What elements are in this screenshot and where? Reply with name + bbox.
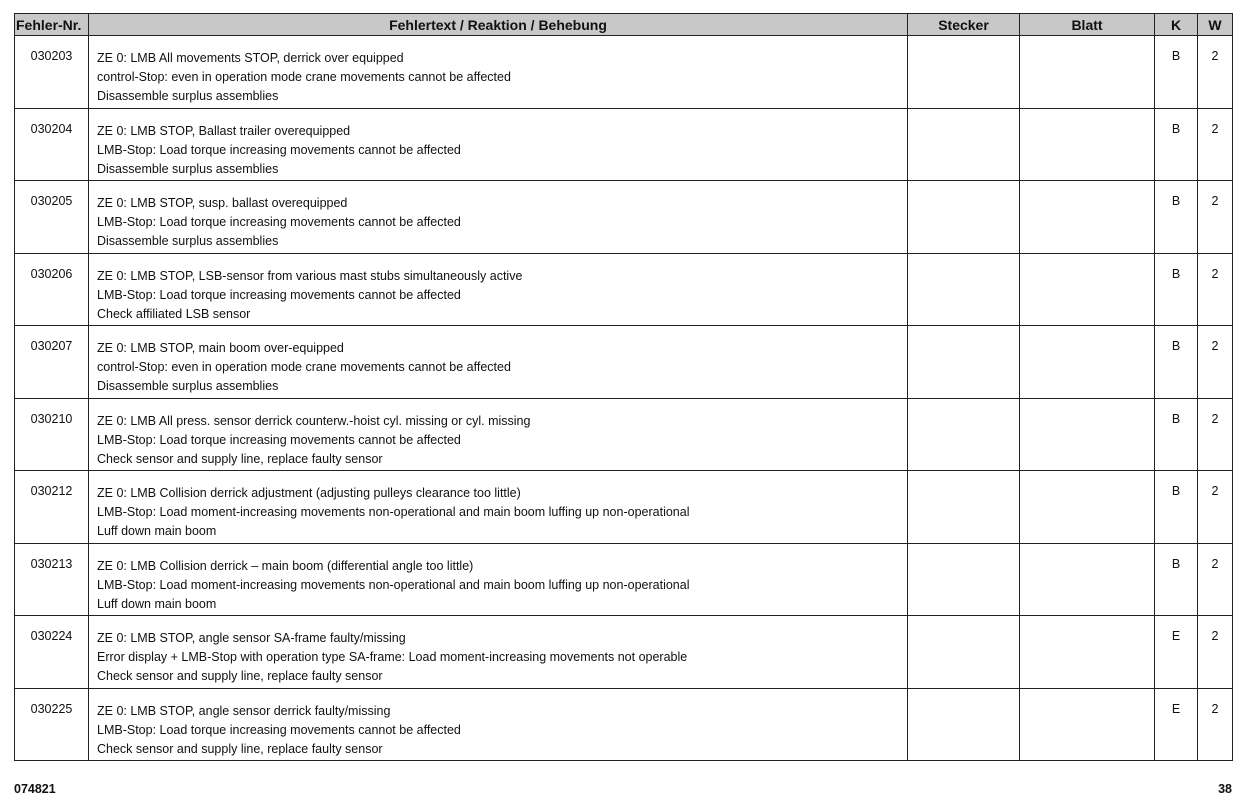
error-reaction: LMB-Stop: Load torque increasing movements cannot be affected bbox=[97, 722, 461, 737]
error-reaction: LMB-Stop: Load moment-increasing movements non-operational and main boom luffing up non-operational bbox=[97, 505, 690, 519]
blatt-cell bbox=[1020, 543, 1155, 616]
blatt-cell bbox=[1020, 688, 1155, 761]
stecker-cell bbox=[908, 616, 1020, 689]
stecker-cell bbox=[908, 543, 1020, 616]
k-class: B bbox=[1155, 108, 1198, 181]
error-remedy: Check sensor and supply line, replace faulty sensor bbox=[97, 451, 383, 466]
error-number: 030212 bbox=[15, 471, 89, 544]
error-reaction: LMB-Stop: Load torque increasing movements cannot be affected bbox=[97, 142, 461, 157]
error-reaction: Error display + LMB-Stop with operation type SA-frame: Load moment-increasing movements not operable bbox=[97, 650, 688, 664]
stecker-cell bbox=[908, 253, 1020, 326]
table-row bbox=[15, 616, 1233, 689]
error-description bbox=[89, 253, 908, 326]
error-text: ZE 0: LMB STOP, angle sensor SA-frame faulty/missing bbox=[97, 631, 406, 645]
stecker-cell bbox=[908, 398, 1020, 471]
w-value: 2 bbox=[1198, 326, 1233, 399]
w-value: 2 bbox=[1198, 181, 1233, 254]
error-text: ZE 0: LMB STOP, susp. ballast overequipped bbox=[97, 196, 348, 210]
k-class: B bbox=[1155, 471, 1198, 544]
error-number: 030225 bbox=[15, 688, 89, 761]
error-description bbox=[89, 326, 908, 399]
error-text: ZE 0: LMB STOP, main boom over-equipped bbox=[97, 341, 344, 355]
k-class: E bbox=[1155, 616, 1198, 689]
error-reaction: LMB-Stop: Load torque increasing movements cannot be affected bbox=[97, 215, 461, 229]
error-number: 030203 bbox=[15, 36, 89, 109]
error-remedy: Check sensor and supply line, replace faulty sensor bbox=[97, 741, 383, 756]
blatt-cell bbox=[1020, 181, 1155, 254]
w-value: 2 bbox=[1198, 36, 1233, 109]
blatt-cell bbox=[1020, 398, 1155, 471]
error-number: 030204 bbox=[15, 108, 89, 181]
error-text: ZE 0: LMB Collision derrick adjustment (adjusting pulleys clearance too little) bbox=[97, 486, 521, 500]
document-number: 074821 bbox=[14, 782, 56, 796]
error-text: ZE 0: LMB All movements STOP, derrick over equipped bbox=[97, 51, 404, 65]
table-row bbox=[15, 398, 1233, 471]
blatt-cell bbox=[1020, 616, 1155, 689]
error-number: 030207 bbox=[15, 326, 89, 399]
w-value: 2 bbox=[1198, 471, 1233, 544]
error-description bbox=[89, 688, 908, 761]
error-text: ZE 0: LMB All press. sensor derrick counterw.-hoist cyl. missing or cyl. missing bbox=[97, 413, 531, 428]
w-value: 2 bbox=[1198, 616, 1233, 689]
page-number: 38 bbox=[1218, 782, 1232, 796]
stecker-cell bbox=[908, 181, 1020, 254]
error-remedy: Check affiliated LSB sensor bbox=[97, 306, 251, 321]
k-class: B bbox=[1155, 543, 1198, 616]
header-w: W bbox=[1198, 14, 1233, 36]
stecker-cell bbox=[908, 688, 1020, 761]
error-description bbox=[89, 543, 908, 616]
error-number: 030224 bbox=[15, 616, 89, 689]
error-remedy: Disassemble surplus assemblies bbox=[97, 234, 279, 248]
k-class: E bbox=[1155, 688, 1198, 761]
error-remedy: Disassemble surplus assemblies bbox=[97, 379, 279, 393]
stecker-cell bbox=[908, 326, 1020, 399]
header-fehlertext: Fehlertext / Reaktion / Behebung bbox=[89, 14, 908, 36]
w-value: 2 bbox=[1198, 253, 1233, 326]
k-class: B bbox=[1155, 398, 1198, 471]
error-remedy: Disassemble surplus assemblies bbox=[97, 89, 279, 103]
error-reaction: control-Stop: even in operation mode crane movements cannot be affected bbox=[97, 70, 511, 84]
error-reaction: control-Stop: even in operation mode crane movements cannot be affected bbox=[97, 360, 511, 374]
table-header-row bbox=[15, 14, 1233, 36]
header-fehler-nr: Fehler-Nr. bbox=[15, 14, 89, 36]
error-number: 030210 bbox=[15, 398, 89, 471]
table-row bbox=[15, 108, 1233, 181]
w-value: 2 bbox=[1198, 108, 1233, 181]
blatt-cell bbox=[1020, 326, 1155, 399]
error-description bbox=[89, 398, 908, 471]
error-description bbox=[89, 181, 908, 254]
error-description bbox=[89, 471, 908, 544]
error-number: 030205 bbox=[15, 181, 89, 254]
w-value: 2 bbox=[1198, 398, 1233, 471]
error-remedy: Luff down main boom bbox=[97, 596, 217, 611]
error-reaction: LMB-Stop: Load torque increasing movements cannot be affected bbox=[97, 287, 461, 302]
table-row bbox=[15, 253, 1233, 326]
error-reaction: LMB-Stop: Load torque increasing movements cannot be affected bbox=[97, 432, 461, 447]
error-description bbox=[89, 36, 908, 109]
k-class: B bbox=[1155, 36, 1198, 109]
error-description bbox=[89, 108, 908, 181]
error-text: ZE 0: LMB STOP, LSB-sensor from various mast stubs simultaneously active bbox=[97, 268, 523, 283]
header-blatt: Blatt bbox=[1020, 14, 1155, 36]
table-row bbox=[15, 36, 1233, 109]
w-value: 2 bbox=[1198, 688, 1233, 761]
blatt-cell bbox=[1020, 471, 1155, 544]
error-code-table bbox=[14, 13, 1233, 761]
header-stecker: Stecker bbox=[908, 14, 1020, 36]
table-row bbox=[15, 688, 1233, 761]
table-row bbox=[15, 471, 1233, 544]
header-k: K bbox=[1155, 14, 1198, 36]
blatt-cell bbox=[1020, 36, 1155, 109]
error-description bbox=[89, 616, 908, 689]
error-text: ZE 0: LMB Collision derrick – main boom (differential angle too little) bbox=[97, 558, 474, 573]
table-row bbox=[15, 181, 1233, 254]
table-row bbox=[15, 543, 1233, 616]
error-text: ZE 0: LMB STOP, Ballast trailer overequipped bbox=[97, 123, 351, 138]
table-row bbox=[15, 326, 1233, 399]
stecker-cell bbox=[908, 36, 1020, 109]
w-value: 2 bbox=[1198, 543, 1233, 616]
blatt-cell bbox=[1020, 253, 1155, 326]
error-text: ZE 0: LMB STOP, angle sensor derrick faulty/missing bbox=[97, 703, 391, 718]
error-number: 030213 bbox=[15, 543, 89, 616]
error-remedy: Check sensor and supply line, replace faulty sensor bbox=[97, 669, 383, 683]
k-class: B bbox=[1155, 326, 1198, 399]
error-remedy: Disassemble surplus assemblies bbox=[97, 161, 279, 176]
error-remedy: Luff down main boom bbox=[97, 524, 217, 538]
k-class: B bbox=[1155, 181, 1198, 254]
k-class: B bbox=[1155, 253, 1198, 326]
error-number: 030206 bbox=[15, 253, 89, 326]
stecker-cell bbox=[908, 471, 1020, 544]
stecker-cell bbox=[908, 108, 1020, 181]
blatt-cell bbox=[1020, 108, 1155, 181]
error-reaction: LMB-Stop: Load moment-increasing movements non-operational and main boom luffing up non-operational bbox=[97, 577, 690, 592]
